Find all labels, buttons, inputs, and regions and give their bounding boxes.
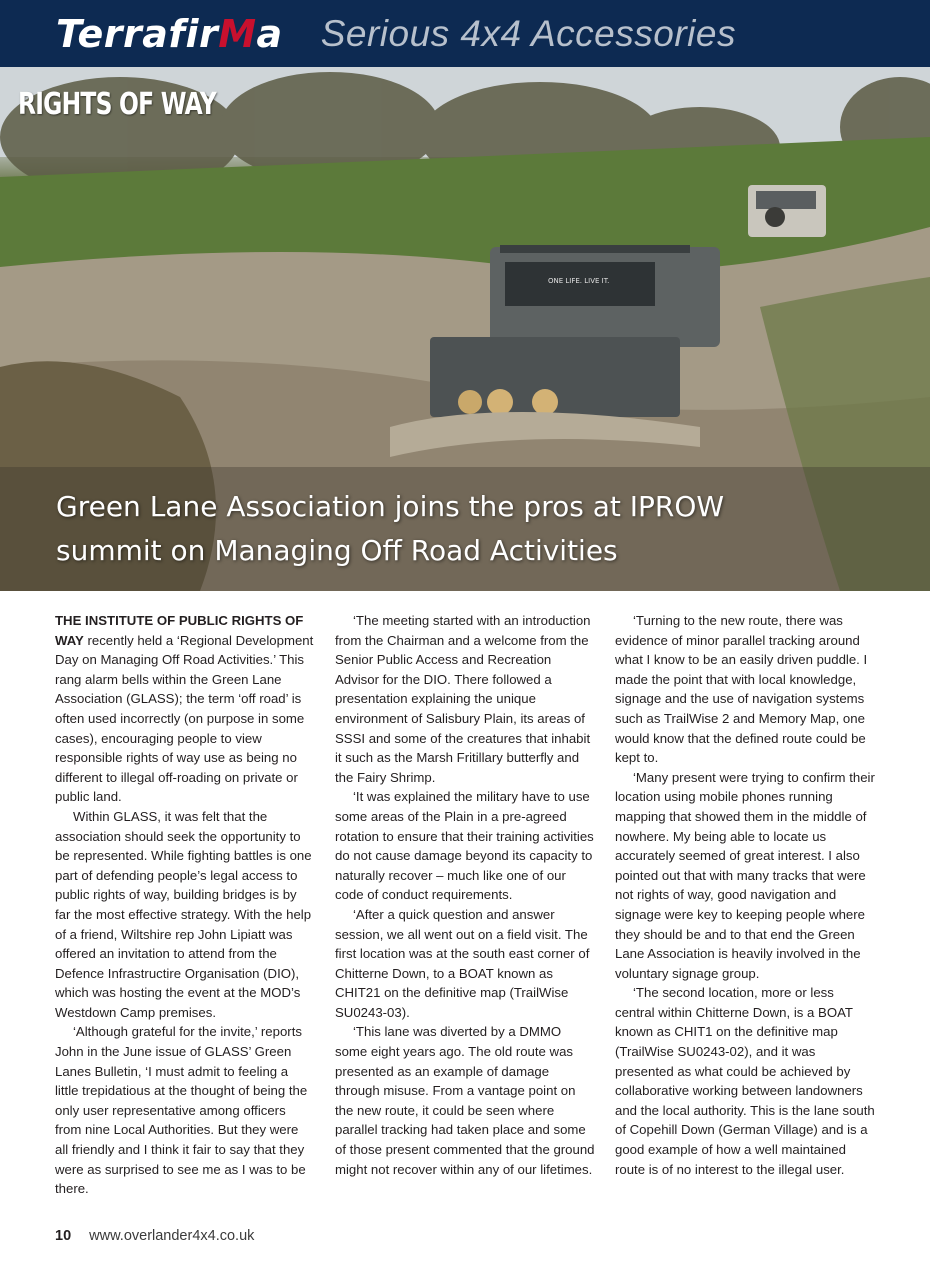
section-label: RIGHTS OF WAY bbox=[18, 87, 216, 122]
logo-text-suffix: a bbox=[256, 11, 283, 56]
banner-tagline: Serious 4x4 Accessories bbox=[320, 12, 736, 54]
paragraph: ‘This lane was diverted by a DMMO some eight years ago. The old route was presented as an example of damage through misuse. From a vantage point on the new route, it could be seen where parallel tracking had taken place and some of those present commented that the ground might not recover within any of our lifetimes. bbox=[335, 1024, 595, 1177]
website-link[interactable]: www.overlander4x4.co.uk bbox=[89, 1228, 255, 1244]
column-1 bbox=[55, 611, 315, 1199]
paragraph: ‘Although grateful for the invite,’ reports John in the June issue of GLASS’ Green Lanes Bulletin, ‘I must admit to feeling a little trepidatious at the thought of being the only user representative among officers from nine Local Authorities. But they were all friendly and I think it fair to say that they were as surprised to see me as I was to be there. bbox=[55, 1024, 308, 1197]
hero-photo bbox=[0, 67, 930, 591]
lead-in: THE INSTITUTE OF PUBLIC RIGHTS OF WAY bbox=[55, 613, 304, 648]
article-body bbox=[55, 611, 875, 1199]
paragraph: ‘The second location, more or less central within Chitterne Down, is a BOAT known as CHIT1 on the definitive map (TrailWise SU0243-02), and it was presented as what could be achieved by collaborative working between landowners and the local authority. This is the lane south of Copehill Down (German Village) and is a good example of how a well maintained route is of no interest to the illegal user. bbox=[615, 985, 875, 1177]
paragraph: ‘After a quick question and answer session, we all went out on a field visit. The first location was at the south east corner of Chitterne Down, to a BOAT known as CHIT21 on the definitive map (TrailWise SU0243-03). bbox=[335, 906, 590, 1020]
paragraph bbox=[55, 611, 315, 807]
paragraph: ‘Turning to the new route, there was evidence of minor parallel tracking around what I know to be an easily driven puddle. I made the point that with local knowledge, signage and the use of navigation systems such as TrailWise 2 and Memory Map, one would know that the defined route could be kept to. bbox=[615, 613, 868, 766]
paragraph: ‘It was explained the military have to use some areas of the Plain in a pre-agreed rotation to ensure that their training activities do not cause damage beyond its capacity to naturally recover – much like one of our code of conduct requirements. bbox=[335, 789, 594, 903]
page-footer bbox=[55, 1228, 254, 1244]
paragraph: ‘The meeting started with an introduction from the Chairman and a welcome from the Senior Public Access and Recreation Advisor for the DIO. There followed a presentation explaining the unique environment of Salisbury Plain, its areas of SSSI and some of the creatures that inhabit it such as the Marsh Fritillary butterfly and the Fairy Shrimp. bbox=[335, 613, 591, 785]
far-vehicle bbox=[748, 185, 826, 237]
terrafirma-logo bbox=[56, 12, 283, 56]
column-2 bbox=[335, 611, 595, 1199]
column-3 bbox=[615, 611, 875, 1199]
windscreen-sticker: ONE LIFE. LIVE IT. bbox=[548, 277, 610, 285]
paragraph-text: recently held a ‘Regional Development Day on Managing Off Road Activities.’ This rang alarm bells within the Green Lane Association (GLASS); the term ‘off road’ is often used incorrectly (on purpose in some cases), encouraging people to view responsible rights of way use as being no different to illegal off-roading on private or public land. bbox=[55, 632, 314, 805]
article-headline: Green Lane Association joins the pros at IPROW summit on Managing Off Road Activities bbox=[56, 490, 725, 567]
masthead-banner bbox=[0, 0, 930, 67]
page-number: 10 bbox=[55, 1228, 72, 1244]
logo-text-m: M bbox=[218, 11, 257, 56]
paragraph: Within GLASS, it was felt that the association should seek the opportunity to be represented. While fighting battles is one part of defending people’s legal access to public rights of way, building bridges is by far the most effective strategy. With the help of a friend, Wiltshire rep John Lipiatt was offered an invitation to attend from the Defence Infrastructire Organisation (DIO), which was hosting the event at the MOD’s Westdown Camp premises. bbox=[55, 808, 312, 1020]
logo-text-prefix: Terrafir bbox=[56, 11, 219, 56]
paragraph: ‘Many present were trying to confirm their location using mobile phones running mapping that showed them in the middle of nowhere. My being able to locate us accurately seemed of great interest. I also pointed out that with many tracks that were not rights of way, good navigation and signage were key to keeping people where they should be and to that end the Green Lane Association is heavily involved in the voluntary signage group. bbox=[615, 769, 875, 981]
